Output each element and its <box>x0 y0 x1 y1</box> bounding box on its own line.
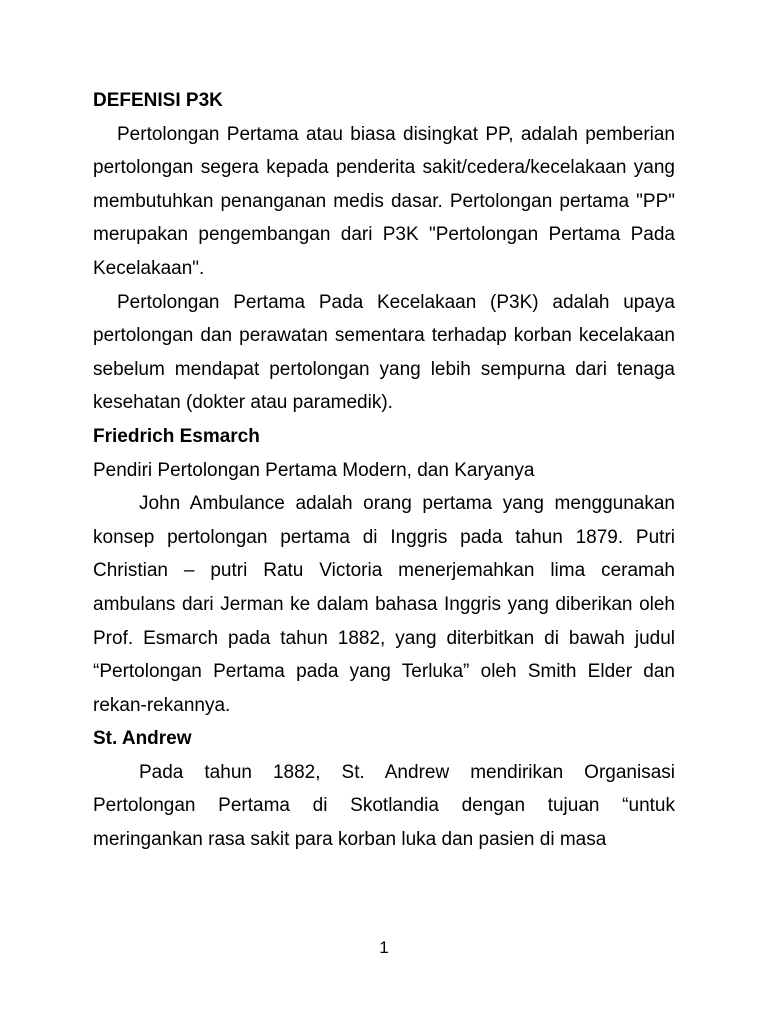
document-body <box>93 84 675 857</box>
paragraph-definition-pp: Pertolongan Pertama atau biasa disingkat PP, adalah pemberian pertolongan segera kepada penderita sakit/cedera/kecelakaan yang membutuhkan penanganan medis dasar. Pertolongan pertama "PP" merupakan pengembangan dari P3K "Pertolongan Pertama Pada Kecelakaan". <box>93 123 675 279</box>
paragraph-definition-p3k: Pertolongan Pertama Pada Kecelakaan (P3K) adalah upaya pertolongan dan perawatan sementara terhadap korban kecelakaan sebelum mendapat pertolongan yang lebih sempurna dari tenaga kesehatan (dokter atau paramedik). <box>93 291 675 414</box>
heading-defenisi-p3k: DEFENISI P3K <box>93 90 223 111</box>
paragraph-john-ambulance: John Ambulance adalah orang pertama yang menggunakan konsep pertolongan pertama di Inggris pada tahun 1879. Putri Christian – putri Ratu Victoria menerjemahkan lima ceramah ambulans dari Jerman ke dalam bahasa Inggris yang diberikan oleh Prof. Esmarch pada tahun 1882, yang diterbitkan di bawah judul “Pertolongan Pertama pada yang Terluka” oleh Smith Elder dan rekan-rekannya. <box>93 493 675 716</box>
subtitle-founder: Pendiri Pertolongan Pertama Modern, dan Karyanya <box>93 459 535 481</box>
heading-friedrich-esmarch: Friedrich Esmarch <box>93 425 260 447</box>
paragraph-st-andrew: Pada tahun 1882, St. Andrew mendirikan Organisasi Pertolongan Pertama di Skotlandia dengan tujuan “untuk meringankan rasa sakit para korban luka dan pasien di masa <box>93 761 675 851</box>
page-number: 1 <box>379 938 389 957</box>
heading-st-andrew: St. Andrew <box>93 728 192 750</box>
